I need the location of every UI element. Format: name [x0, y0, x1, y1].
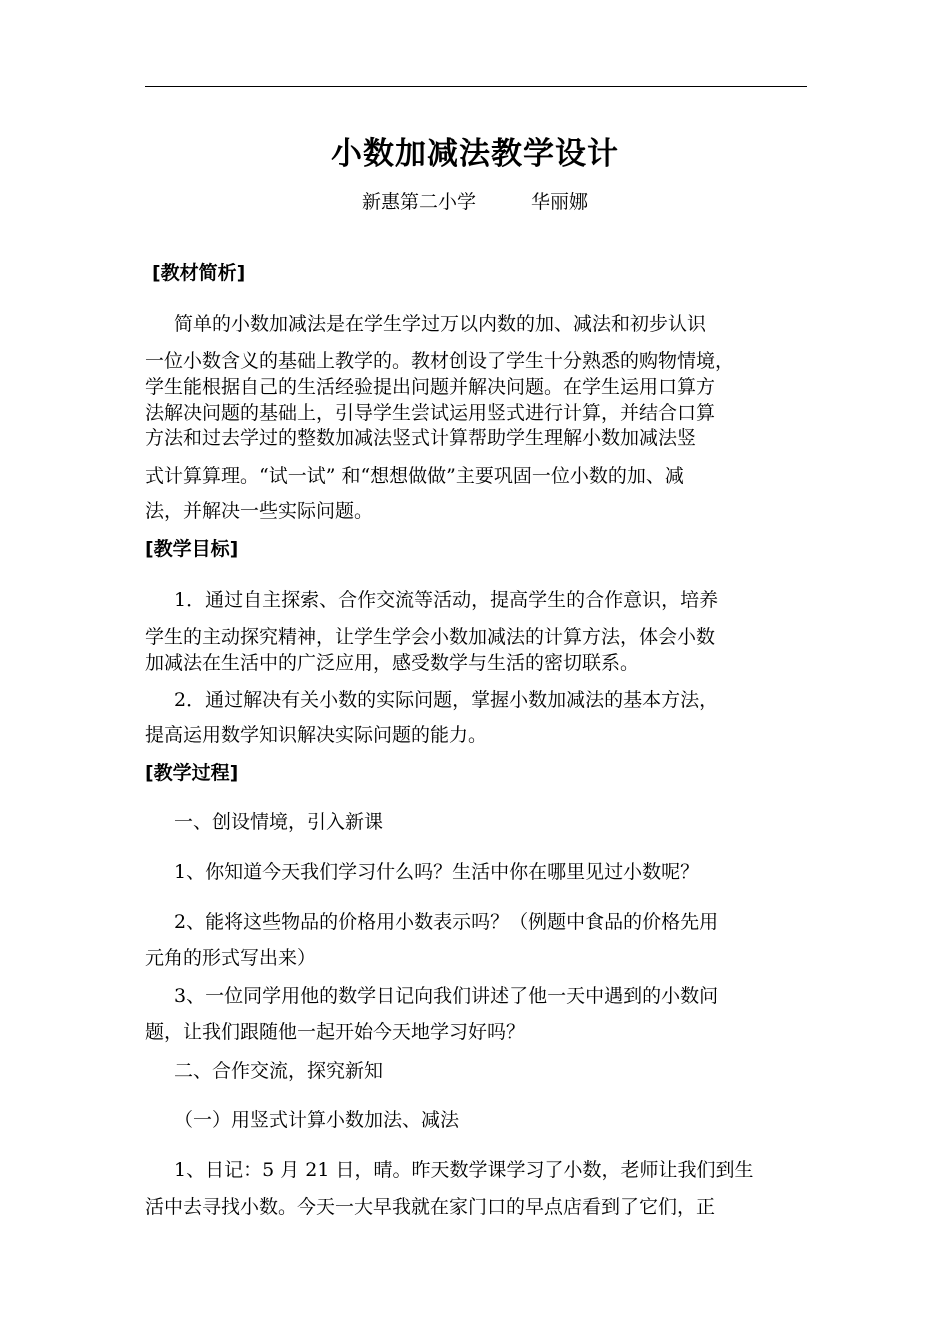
diary-line: 活中去寻找小数。今天一大早我就在家门口的早点店看到了它们，正 — [145, 1196, 716, 1218]
document-title: 小数加减法教学设计 — [331, 136, 619, 172]
question-line: 3、一位同学用他的数学日记向我们讲述了他一天中遇到的小数问 — [174, 985, 719, 1007]
analysis-line: 方法和过去学过的整数加减法竖式计算帮助学生理解小数加减法竖 — [145, 427, 697, 449]
process-heading: [教学过程] — [145, 762, 239, 784]
header-rule — [145, 86, 807, 87]
analysis-line: 法解决问题的基础上，引导学生尝试运用竖式进行计算，并结合口算 — [145, 402, 716, 424]
subsection-heading: （一）用竖式计算小数加法、减法 — [174, 1109, 460, 1131]
goal-line: 提高运用数学知识解决实际问题的能力。 — [145, 724, 488, 746]
analysis-line: 简单的小数加减法是在学生学过万以内数的加、减法和初步认识 — [174, 313, 707, 335]
goals-heading: [教学目标] — [145, 538, 239, 560]
step-heading: 二、合作交流，探究新知 — [174, 1060, 384, 1082]
analysis-line: 法，并解决一些实际问题。 — [145, 500, 374, 522]
step-heading: 一、创设情境，引入新课 — [174, 811, 384, 833]
analysis-line: 式计算算理。“试一试” 和“想想做做”主要巩固一位小数的加、减 — [145, 465, 684, 487]
goal-line: 学生的主动探究精神，让学生学会小数加减法的计算方法，体会小数 — [145, 626, 716, 648]
question-line: 1、你知道今天我们学习什么吗？生活中你在哪里见过小数呢？ — [174, 861, 700, 883]
question-line: 题，让我们跟随他一起开始今天地学习好吗？ — [145, 1021, 526, 1043]
question-line: 元角的形式写出来） — [145, 947, 317, 969]
author-line — [0, 187, 950, 214]
author-name: 华丽娜 — [531, 191, 589, 213]
analysis-line: 一位小数含义的基础上教学的。教材创设了学生十分熟悉的购物情境， — [145, 350, 735, 372]
analysis-heading: [教材简析] — [152, 262, 246, 284]
goal-line: 2．通过解决有关小数的实际问题，掌握小数加减法的基本方法， — [174, 689, 719, 711]
question-line: 2、能将这些物品的价格用小数表示吗？（例题中食品的价格先用 — [174, 911, 719, 933]
school-name: 新惠第二小学 — [361, 191, 476, 213]
diary-line: 1、日记：5 月 21 日，晴。昨天数学课学习了小数，老师让我们到生 — [174, 1159, 754, 1181]
goal-line: 1．通过自主探索、合作交流等活动，提高学生的合作意识，培养 — [174, 589, 719, 611]
goal-line: 加减法在生活中的广泛应用，感受数学与生活的密切联系。 — [145, 652, 640, 674]
analysis-line: 学生能根据自己的生活经验提出问题并解决问题。在学生运用口算方 — [145, 376, 716, 398]
